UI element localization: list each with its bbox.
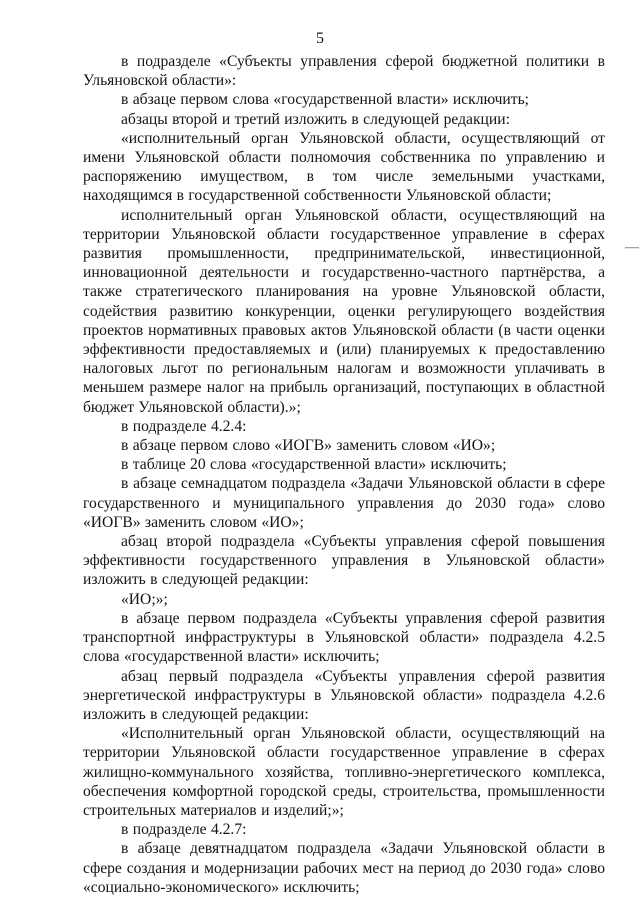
paragraph: «ИО;»; <box>121 590 168 608</box>
paragraph: абзацы второй и третий изложить в следующей редакции: <box>121 110 510 128</box>
paragraph: в абзаце первом слова «государственной власти» исключить; <box>121 91 530 109</box>
paragraph: в абзаце первом подраздела «Субъекты управления сферой развития транспортной инфраструктуры в Ульяновской области» подраздела 4.2.5 слова «государственной власти» исключить; <box>83 609 605 666</box>
paragraph: в абзаце семнадцатом подраздела «Задачи Ульяновской области в сфере государственного и муниципального управления до 2030 года» слово «ИОГВ» заменить словом «ИО»; <box>83 475 605 531</box>
document-body <box>83 52 605 897</box>
scan-mark: — <box>625 240 639 255</box>
paragraph: в подразделе 4.2.7: <box>121 821 247 839</box>
paragraph: в подразделе «Субъекты управления сферой бюджетной политики в Ульяновской области»: <box>83 53 605 90</box>
paragraph: абзац второй подраздела «Субъекты управления сферой повышения эффективности государственного управления в Ульяновской области» изложить в следующей редакции: <box>83 533 605 589</box>
paragraph: «исполнительный орган Ульяновской области, осуществляющий от имени Ульяновской области полномочия собственника по управлению и распоряжению имуществом, в том числе земельными участками, находящимся в государственной собственности Ульяновской области; <box>83 129 605 205</box>
page-number: 5 <box>316 30 324 47</box>
paragraph: исполнительный орган Ульяновской области, осуществляющий на территории Ульяновской области государственное управление в сферах развития промышленности, предпринимательской, инвестиционной, инновационной деятельности и государственно-частного партнёрства, а также стратегического планирования на уровне Ульяновской области, содействия развитию конкуренции, оценки регулирующего воздействия проектов нормативных правовых актов Ульяновской области (в части оценки эффективности предоставляемых и (или) планируемых к предоставлению налоговых льгот по региональным налогам и возможности уплачивать в меньшем размере налог на прибыль организаций, поступающих в областной бюджет Ульяновской области).»; <box>83 206 605 416</box>
paragraph: «Исполнительный орган Ульяновской области, осуществляющий на территории Ульяновской области государственное управление в сферах жилищно-коммунального хозяйства, топливно-энергетического комплекса, обеспечения комфортной городской среды, строительства, промышленности строительных материалов и изделий;»; <box>83 725 605 819</box>
paragraph: в абзаце девятнадцатом подраздела «Задачи Ульяновской области в сфере создания и модернизации рабочих мест на период до 2030 года» слово «социально-экономического» исключить; <box>83 840 605 896</box>
paragraph: в подразделе 4.2.4: <box>121 417 247 435</box>
paragraph: в абзаце первом слово «ИОГВ» заменить словом «ИО»; <box>121 437 496 455</box>
paragraph: абзац первый подраздела «Субъекты управления сферой развития энергетической инфраструктуры в Ульяновской области» подраздела 4.2.6 изложить в следующей редакции: <box>83 667 605 723</box>
paragraph: в таблице 20 слова «государственной власти» исключить; <box>121 456 507 474</box>
